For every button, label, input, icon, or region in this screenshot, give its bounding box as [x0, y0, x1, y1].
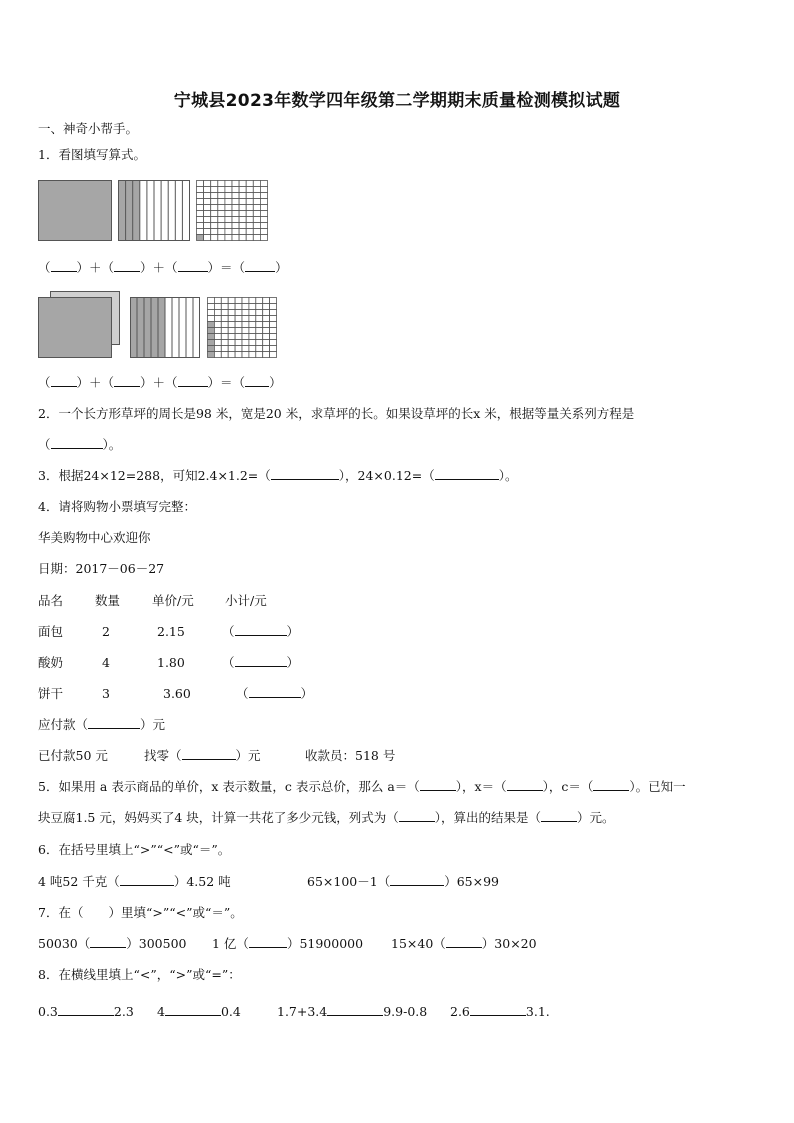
q8-prompt: 8．在横线里填上“<”，“>”或“=”： [38, 967, 241, 982]
q7-item-2: 1 亿（ ）51900000 [212, 936, 364, 951]
receipt-subtotal-blank-3[interactable] [249, 686, 301, 698]
q8-blank-3[interactable] [327, 1004, 383, 1016]
receipt-date: 日期：2017－06－27 [38, 561, 165, 576]
q5-blank-expression[interactable] [399, 810, 435, 822]
q2-blank[interactable] [51, 437, 103, 449]
q3-blank-1[interactable] [271, 468, 339, 480]
q6-prompt: 6．在括号里填上“>”“<”或“＝”。 [38, 842, 231, 857]
q1-prompt: 1．看图填写算式。 [38, 147, 146, 162]
full-square-figure-1 [38, 180, 112, 241]
hundredths-grid-figure-1 [196, 180, 268, 244]
receipt-amount-due: 应付款（ ）元 [38, 717, 166, 732]
q7-item-3: 15×40（ ）30×20 [391, 936, 537, 951]
q3-blank-2[interactable] [435, 468, 499, 480]
receipt-row-qty: 4 [102, 655, 110, 670]
q6-blank-1[interactable] [120, 874, 174, 886]
q2-prompt: 2．一个长方形草坪的周长是98 米，宽是20 米，求草坪的长。如果设草坪的长x 米，根据等量关系列方程是 [38, 406, 635, 421]
q5-line-2: 块豆腐1.5 元，妈妈买了4 块，计算一共花了多少元钱，列式为（ ），算出的结果是（ ）元。 [38, 810, 615, 825]
receipt-row-name: 饼干 [38, 686, 64, 701]
q5-blank-x[interactable] [507, 779, 543, 791]
q7-blank-3[interactable] [446, 936, 482, 948]
q4-prompt: 4．请将购物小票填写完整： [38, 499, 196, 514]
receipt-row-price: 3.60 [163, 686, 191, 701]
receipt-row-price: 1.80 [157, 655, 185, 670]
receipt-row-name: 酸奶 [38, 655, 64, 670]
receipt-paid: 已付款50 元 [38, 748, 108, 763]
receipt-due-blank[interactable] [88, 717, 140, 729]
q1-row1-equation: （ ）＋（ ）＋（ ）＝（ ） [38, 260, 288, 275]
page-title: 宁城县2023年数学四年级第二学期期末质量检测模拟试题 [173, 91, 621, 111]
receipt-row-price: 2.15 [157, 624, 185, 639]
receipt-row-subtotal: （ ） [222, 624, 300, 639]
q5-blank-a[interactable] [420, 779, 456, 791]
q2-answer-line: （ ）。 [38, 437, 122, 452]
q3-prompt: 3．根据24×12=288，可知2.4×1.2=（ ），24×0.12=（ ）。 [38, 468, 518, 483]
receipt-change-blank[interactable] [182, 748, 236, 760]
q7-blank-1[interactable] [90, 936, 126, 948]
receipt-header-price: 单价/元 [152, 593, 194, 608]
receipt-header-name: 品名 [38, 593, 64, 608]
receipt-cashier: 收款员：518 号 [305, 748, 396, 763]
q8-blank-4[interactable] [470, 1004, 526, 1016]
hundredths-grid-figure-2 [207, 297, 277, 361]
receipt-subtotal-blank-2[interactable] [235, 655, 287, 667]
q8-item-3: 1.7+3.4 9.9-0.8 [277, 1004, 428, 1019]
section-heading: 一、神奇小帮手。 [38, 121, 139, 136]
q1-row2-equation: （ ）＋（ ）＋（ ）＝（ ） [38, 375, 282, 390]
full-square-figure-2 [38, 297, 112, 358]
receipt-change: 找零（ ）元 [144, 748, 261, 763]
q8-blank-2[interactable] [165, 1004, 221, 1016]
receipt-header-qty: 数量 [95, 593, 121, 608]
q5-blank-c[interactable] [593, 779, 629, 791]
receipt-row-qty: 3 [102, 686, 110, 701]
q8-blank-1[interactable] [58, 1004, 114, 1016]
q8-item-4: 2.6 3.1. [450, 1004, 550, 1019]
q7-item-1: 50030（ ）300500 [38, 936, 187, 951]
q7-blank-2[interactable] [249, 936, 287, 948]
receipt-row-qty: 2 [102, 624, 110, 639]
q6-item-2: 65×100－1（ ）65×99 [307, 874, 499, 889]
q8-item-1: 0.3 2.3 [38, 1004, 134, 1019]
tenths-strip-figure-1 [118, 180, 190, 244]
q8-item-2: 4 0.4 [157, 1004, 241, 1019]
q7-prompt: 7．在（ ）里填“>”“<”或“＝”。 [38, 905, 243, 920]
q6-blank-2[interactable] [390, 874, 444, 886]
receipt-subtotal-blank-1[interactable] [235, 624, 287, 636]
receipt-row-subtotal: （ ） [236, 686, 314, 701]
q6-item-1: 4 吨52 千克（ ）4.52 吨 [38, 874, 231, 889]
receipt-row-name: 面包 [38, 624, 64, 639]
receipt-shop-name: 华美购物中心欢迎你 [38, 530, 151, 545]
q5-line-1: 5．如果用 a 表示商品的单价，x 表示数量，c 表示总价，那么 a＝（ ），x＝（ ），c＝（ ）。已知一 [38, 779, 686, 794]
receipt-header-subtotal: 小计/元 [225, 593, 267, 608]
tenths-strip-figure-2 [130, 297, 200, 361]
q5-blank-result[interactable] [541, 810, 577, 822]
receipt-row-subtotal: （ ） [222, 655, 300, 670]
